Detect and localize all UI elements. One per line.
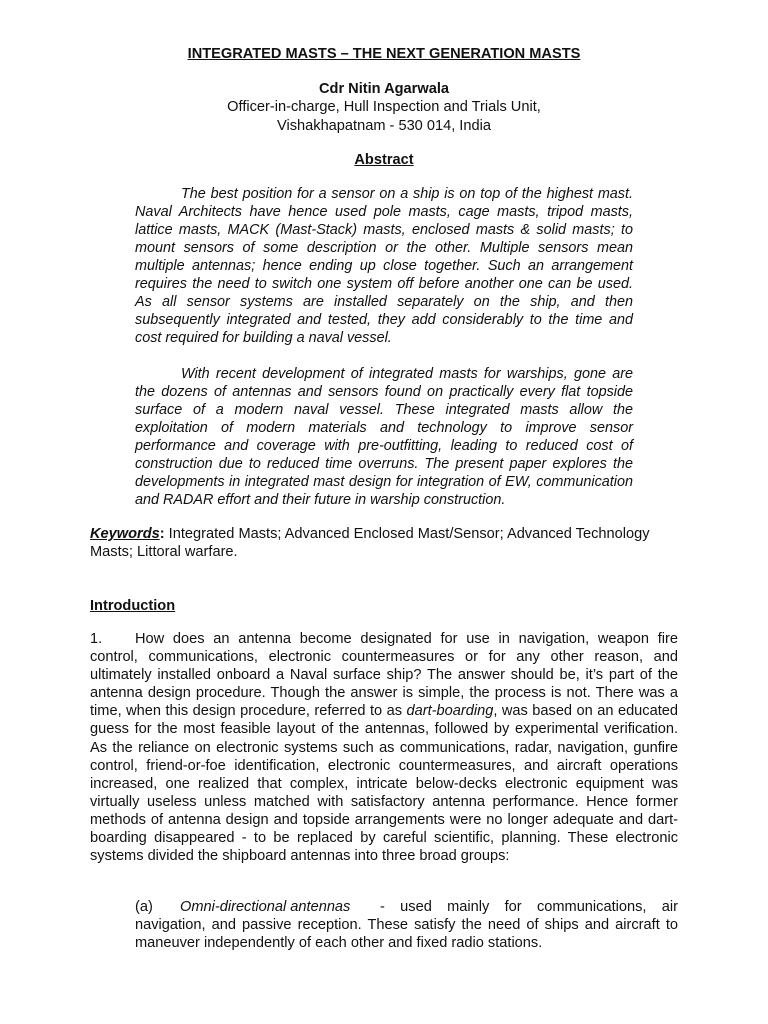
introduction-paragraph-1 xyxy=(90,630,678,865)
keywords-label: Keywords xyxy=(90,526,160,542)
document-title: INTEGRATED MASTS – THE NEXT GENERATION MASTS xyxy=(187,46,581,62)
paragraph-emphasis: dart-boarding xyxy=(406,703,494,720)
paragraph-text-part-2: , was based on an educated guess for the most feasible layout of the antennas, followed by experimental verification. As the reliance on electronic systems such as communications, radar, navigation, gunfire control, friend-or-foe identification, electronic countermeasures, and aircraft operations increased, one realized that complex, intricate below-decks electronic equipment was virtually useless unless matched with satisfactory antenna performance. Hence former methods of antenna design and topside arrangements were no longer adequate and dart-boarding disappeared - to be replaced by careful scientific, planning. These electronic systems divided the shipboard antennas into three broad groups: xyxy=(90,703,679,865)
affiliation-line-1: Officer-in-charge, Hull Inspection and Trials Unit, xyxy=(227,99,541,115)
sub-item-a xyxy=(135,898,678,952)
author-affiliation xyxy=(0,98,768,136)
keywords-text: Integrated Masts; Advanced Enclosed Mast/Sensor; Advanced Technology Masts; Littoral warfare. xyxy=(90,526,650,560)
abstract-paragraph-1: The best position for a sensor on a ship is on top of the highest mast. Naval Architects have hence used pole masts, cage masts, tripod masts, lattice masts, MACK (Mast-Stack) masts, enclosed masts & solid masts; to mount sensors of some description or the other. Multiple sensors mean multiple antennas; hence ending up close together. Such an arrangement requires the need to switch one system off before another one can be used. As all sensor systems are installed separately on the ship, and then subsequently integrated and tested, they add considerably to the time and cost required for building a naval vessel. xyxy=(135,186,633,346)
keywords xyxy=(90,525,680,561)
sub-item-term: Omni-directional antennas xyxy=(180,899,351,915)
affiliation-line-2: Vishakhapatnam - 530 014, India xyxy=(277,118,491,134)
author-name: Cdr Nitin Agarwala xyxy=(318,81,449,97)
sub-item-label: (a) xyxy=(135,899,153,915)
abstract-heading: Abstract xyxy=(354,152,414,168)
sub-item-text: - used mainly for communications, air navigation, and passive reception. These satisfy the need of ships and aircraft to maneuver independently of each other and fixed radio stations. xyxy=(135,899,678,951)
keywords-colon: : xyxy=(159,526,165,542)
introduction-heading: Introduction xyxy=(90,598,176,614)
paragraph-number: 1. xyxy=(90,631,103,647)
paragraph-text-part-1: How does an antenna become designated for use in navigation, weapon fire control, communications, electronic countermeasures or for any other reason, and ultimately installed onboard a Naval surface ship? The answer should be, it’s part of the antenna design procedure. Though the answer is simple, the process is not. There was a time, when this design procedure, referred to as xyxy=(90,631,678,720)
abstract-paragraph-2: With recent development of integrated masts for warships, gone are the dozens of antennas and sensors found on practically every flat topside surface of a modern naval vessel. These integrated masts allow the exploitation of modern materials and technology to improve sensor performance and coverage with pre-outfitting, leading to reduced cost of construction due to reduced time overruns. The present paper explores the developments in integrated mast design for integration of EW, communication and RADAR effort and their future in warship construction. xyxy=(135,366,633,508)
